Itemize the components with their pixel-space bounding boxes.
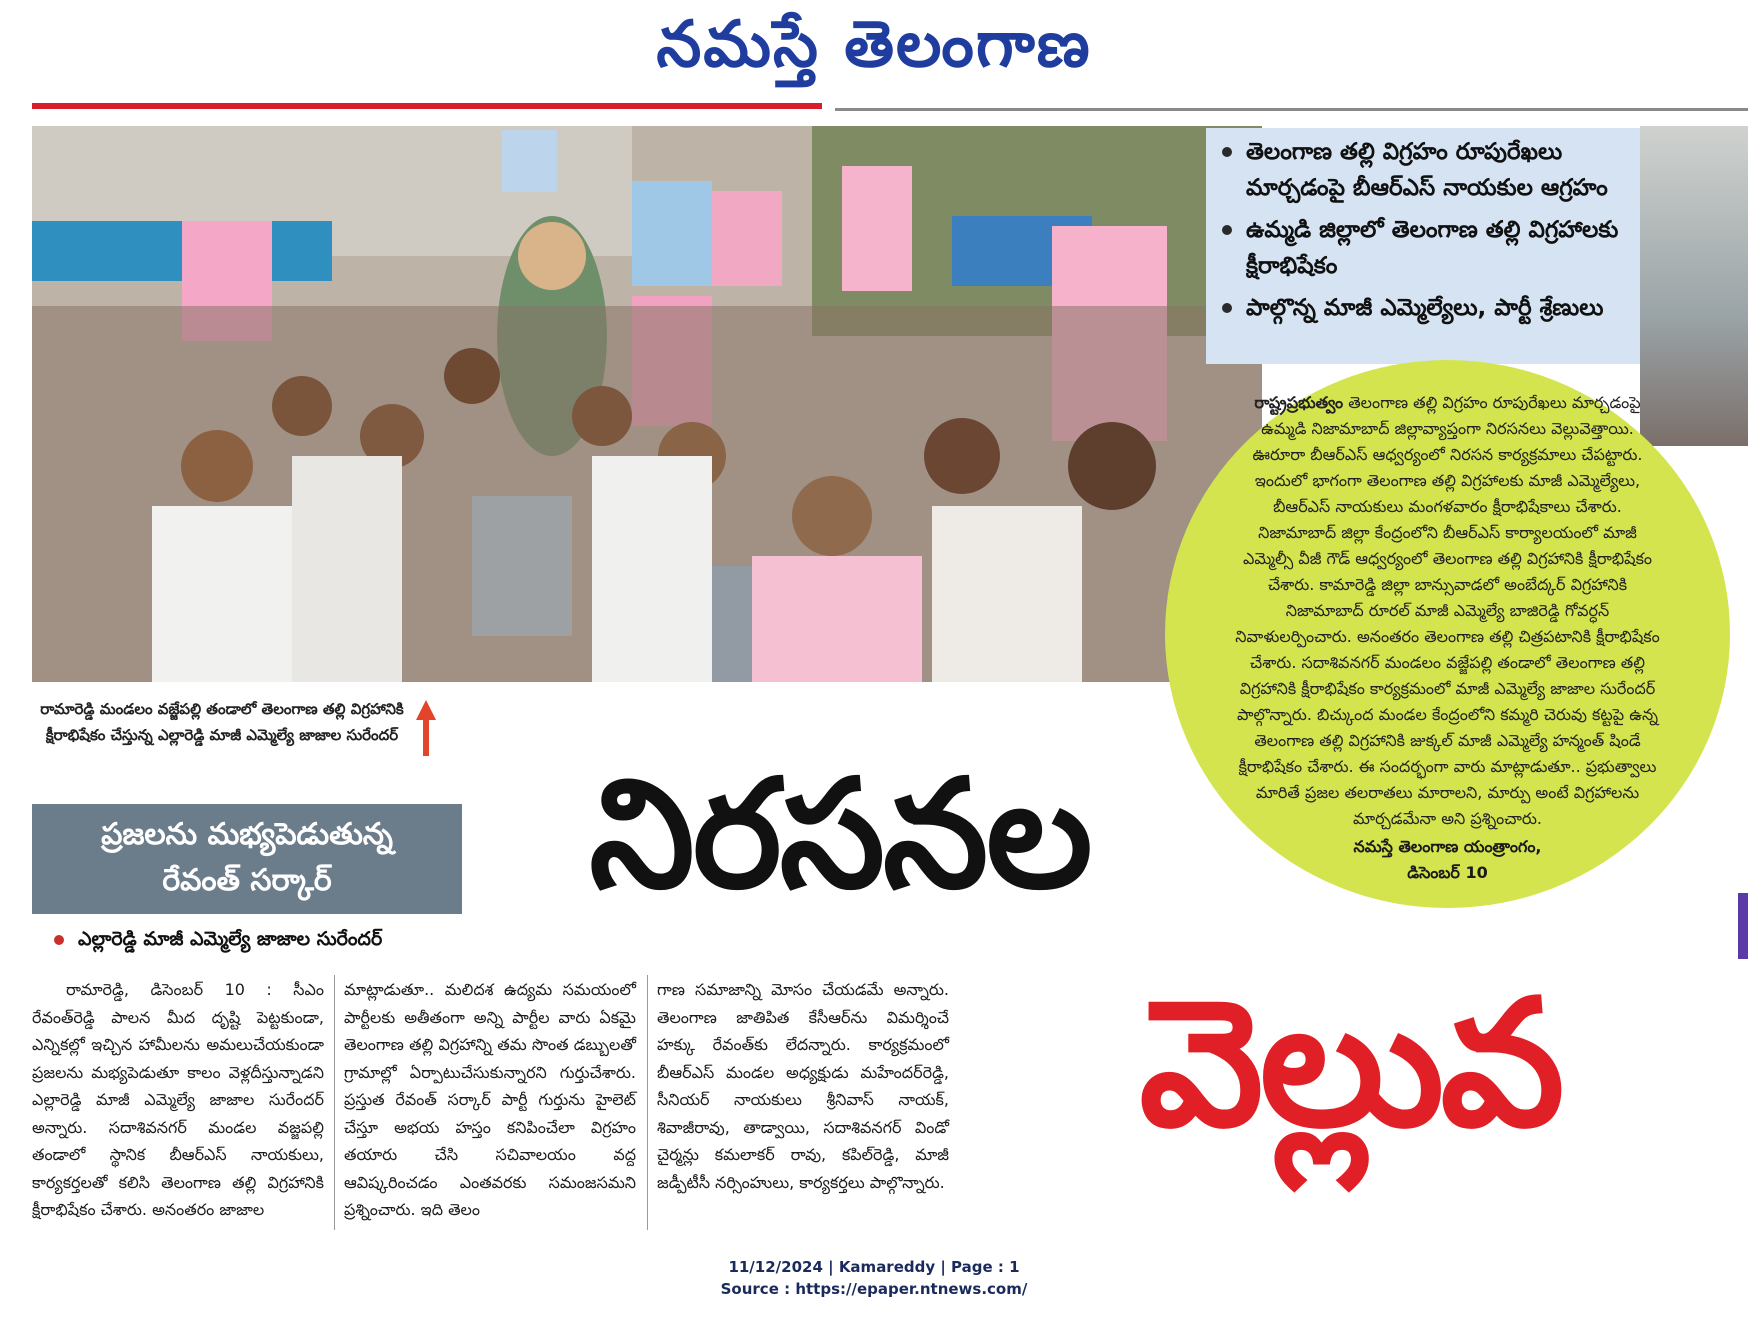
masthead-logo: నమస్తే తెలంగాణ <box>656 8 1092 82</box>
subheading-line2: రేవంత్ సర్కార్ <box>162 863 332 898</box>
bullet-icon <box>1222 147 1232 157</box>
article-column-2: మాట్లాడుతూ.. మలిదశ ఉద్యమ సమయంలో పార్టీలకు అతీతంగా అన్ని పార్టీల వారు ఏకమై తెలంగాణ తల్లి విగ్రహాన్ని తమ సొంత డబ్బులతో గ్రామాల్లో ఏర్పాటుచేసుకున్నారని గుర్తుచేశారు. ప్రస్తుత రేవంత్ సర్కార్ పార్టీ గుర్తును హైలెట్ చేస్తూ అభయ హస్తం కనిపించేలా విగ్రహం తయారు చేసి సచివాలయం వద్ద ఆవిష్కరించడం ఎంతవరకు సమంజసమని ప్రశ్నించారు. ఇది తెలం <box>344 980 636 1219</box>
summary-lead: రాష్ట్రప్రభుత్వం <box>1254 393 1344 412</box>
bullet-icon <box>1222 225 1232 235</box>
page-footer <box>0 1256 1748 1300</box>
highlight-item: పాల్గొన్న మాజీ ఎమ్మెల్యేలు, పార్టీ శ్రేణులు <box>1218 290 1630 326</box>
highlight-item: ఉమ్మడి జిల్లాలో తెలంగాణ తల్లి విగ్రహాలకు క్షీరాభిషేకం <box>1218 212 1630 284</box>
masthead-rule-red <box>32 103 822 109</box>
article-column-1: రామారెడ్డి, డిసెంబర్ 10 : సీఎం రేవంత్‌రెడ్డి పాలన మీద దృష్టి పెట్టకుండా, ఎన్నికల్లో ఇచ్చిన హామీలను అమలుచేయకుండా ప్రజలను మభ్యపెడుతూ కాలం వెళ్లదీస్తున్నాడని ఎల్లారెడ్డి మాజీ ఎమ్మెల్యే జాజాల సురేందర్ అన్నారు. సదాశివనగర్ మండల వజ్జపల్లి తండాలో స్థానిక బీఆర్ఎస్ నాయకులు, కార్యకర్తలతో కలిసి తెలంగాణ తల్లి విగ్రహానికి క్షీరాభిషేకం చేశారు. అనంతరం జాజాల <box>32 980 324 1219</box>
photo-caption: రామారెడ్డి మండలం వజ్జేపల్లి తండాలో తెలంగాణ తల్లి విగ్రహానికి క్షీరాభిషేకం చేస్తున్న ఎల్లారెడ్డి మాజీ ఎమ్మెల్యే జాజాల సురేందర్ <box>40 700 404 744</box>
summary-circle <box>1165 360 1730 908</box>
summary-text <box>1235 390 1660 832</box>
column-divider <box>334 975 335 1230</box>
arrow-up-icon <box>416 700 436 756</box>
bullet-icon <box>54 935 64 945</box>
summary-credit-line1: నమస్తే తెలంగాణ యంత్రాంగం, <box>1353 837 1542 856</box>
summary-credit <box>1235 834 1660 886</box>
protest-photo-illustration <box>32 126 1262 682</box>
byline: ఎల్లారెడ్డి మాజీ ఎమ్మెల్యే జాజాల సురేందర్ <box>54 928 382 955</box>
masthead-rule-grey <box>835 108 1748 111</box>
summary-body: తెలంగాణ తల్లి విగ్రహం రూపురేఖలు మార్చడంపై ఉమ్మడి నిజామాబాద్ జిల్లావ్యాప్తంగా నిరసనలు వెల్లువెత్తాయి. ఊరూరా బీఆర్ఎస్ ఆధ్వర్యంలో నిరసన కార్యక్రమాలు చేపట్టారు. ఇందులో భాగంగా తెలంగాణ తల్లి విగ్రహాలకు మాజీ ఎమ్మెల్యేలు, బీఆర్ఎస్ నాయకులు మంగళవారం క్షీరాభిషేకాలు చేశారు. నిజామాబాద్ జిల్లా కేంద్రంలోని బీఆర్ఎస్ కార్యాలయంలో మాజీ ఎమ్మెల్సీ వీజీ గౌడ్ ఆధ్వర్యంలో తెలంగాణ తల్లి విగ్రహానికి క్షీరాభిషేకం చేశారు. కామారెడ్డి జిల్లా బాన్సువాడలో అంబేద్కర్ విగ్రహానికి నిజామాబాద్ రూరల్ మాజీ ఎమ్మెల్యే బాజిరెడ్డి గోవర్ధన్ నివాళులర్పించారు. అనంతరం తెలంగాణ తల్లి చిత్రపటానికి క్షీరాభిషేకం చేశారు. సదాశివనగర్ మండలం వజ్జేపల్లి తండాలో తెలంగాణ తల్లి విగ్రహానికి క్షీరాభిషేకం కార్యక్రమంలో మాజీ ఎమ్మెల్యే జాజాల సురేందర్ పాల్గొన్నారు. బిచ్కుంద మండల కేంద్రంలోని కమ్మరి చెరువు కట్టపై ఉన్న తెలంగాణ తల్లి విగ్రహానికి జుక్కల్ మాజీ ఎమ్మెల్యే హన్మంత్ షిండే క్షీరాభిషేకం చేశారు. ఈ సందర్భంగా వారు మాట్లాడుతూ.. ప్రభుత్వాలు మారితే ప్రజల తలరాతలు మారాలని, మార్పు అంటే విగ్రహాలను మార్చడమేనా అని ప్రశ్నించారు. <box>1235 393 1660 828</box>
column-divider <box>647 975 648 1230</box>
bullet-icon <box>1222 303 1232 313</box>
highlight-item: తెలంగాణ తల్లి విగ్రహం రూపురేఖలు మార్చడంపై బీఆర్ఎస్ నాయకుల ఆగ్రహం <box>1218 134 1630 206</box>
subheading-line1: ప్రజలను మభ్యపెడుతున్న <box>101 817 393 852</box>
subheading-box <box>32 804 462 914</box>
summary-credit-line2: డిసెంబర్ 10 <box>1407 863 1488 882</box>
news-photo <box>32 126 1262 682</box>
article-column-3: గాణ సమాజాన్ని మోసం చేయడమే అన్నారు. తెలంగాణ జాతిపిత కేసీఆర్‌ను విమర్శించే హక్కు రేవంత్‌కు లేదన్నారు. కార్యక్రమంలో బీఆర్ఎస్ మండల అధ్యక్షుడు మహేందర్‌రెడ్డి, సీనియర్ నాయకులు శ్రీనివాస్ నాయక్, శివాజీరావు, తాడ్వాయి, సదాశివనగర్ విండో చైర్మన్లు కమలాకర్ రావు, కపిల్‌రెడ్డి, మాజీ జడ్పీటీసీ నర్సింహులు, కార్యకర్తలు పాల్గొన్నారు. <box>657 980 949 1192</box>
headline-black: నిరసనల <box>589 748 1091 922</box>
page-edge-marker <box>1738 893 1748 959</box>
footer-source-link[interactable]: Source : https://epaper.ntnews.com/ <box>720 1280 1028 1298</box>
headline-red: వెల్లువ <box>1139 963 1561 1166</box>
highlights-box <box>1206 128 1640 364</box>
footer-date-edition: 11/12/2024 | Kamareddy | Page : 1 <box>728 1258 1020 1276</box>
